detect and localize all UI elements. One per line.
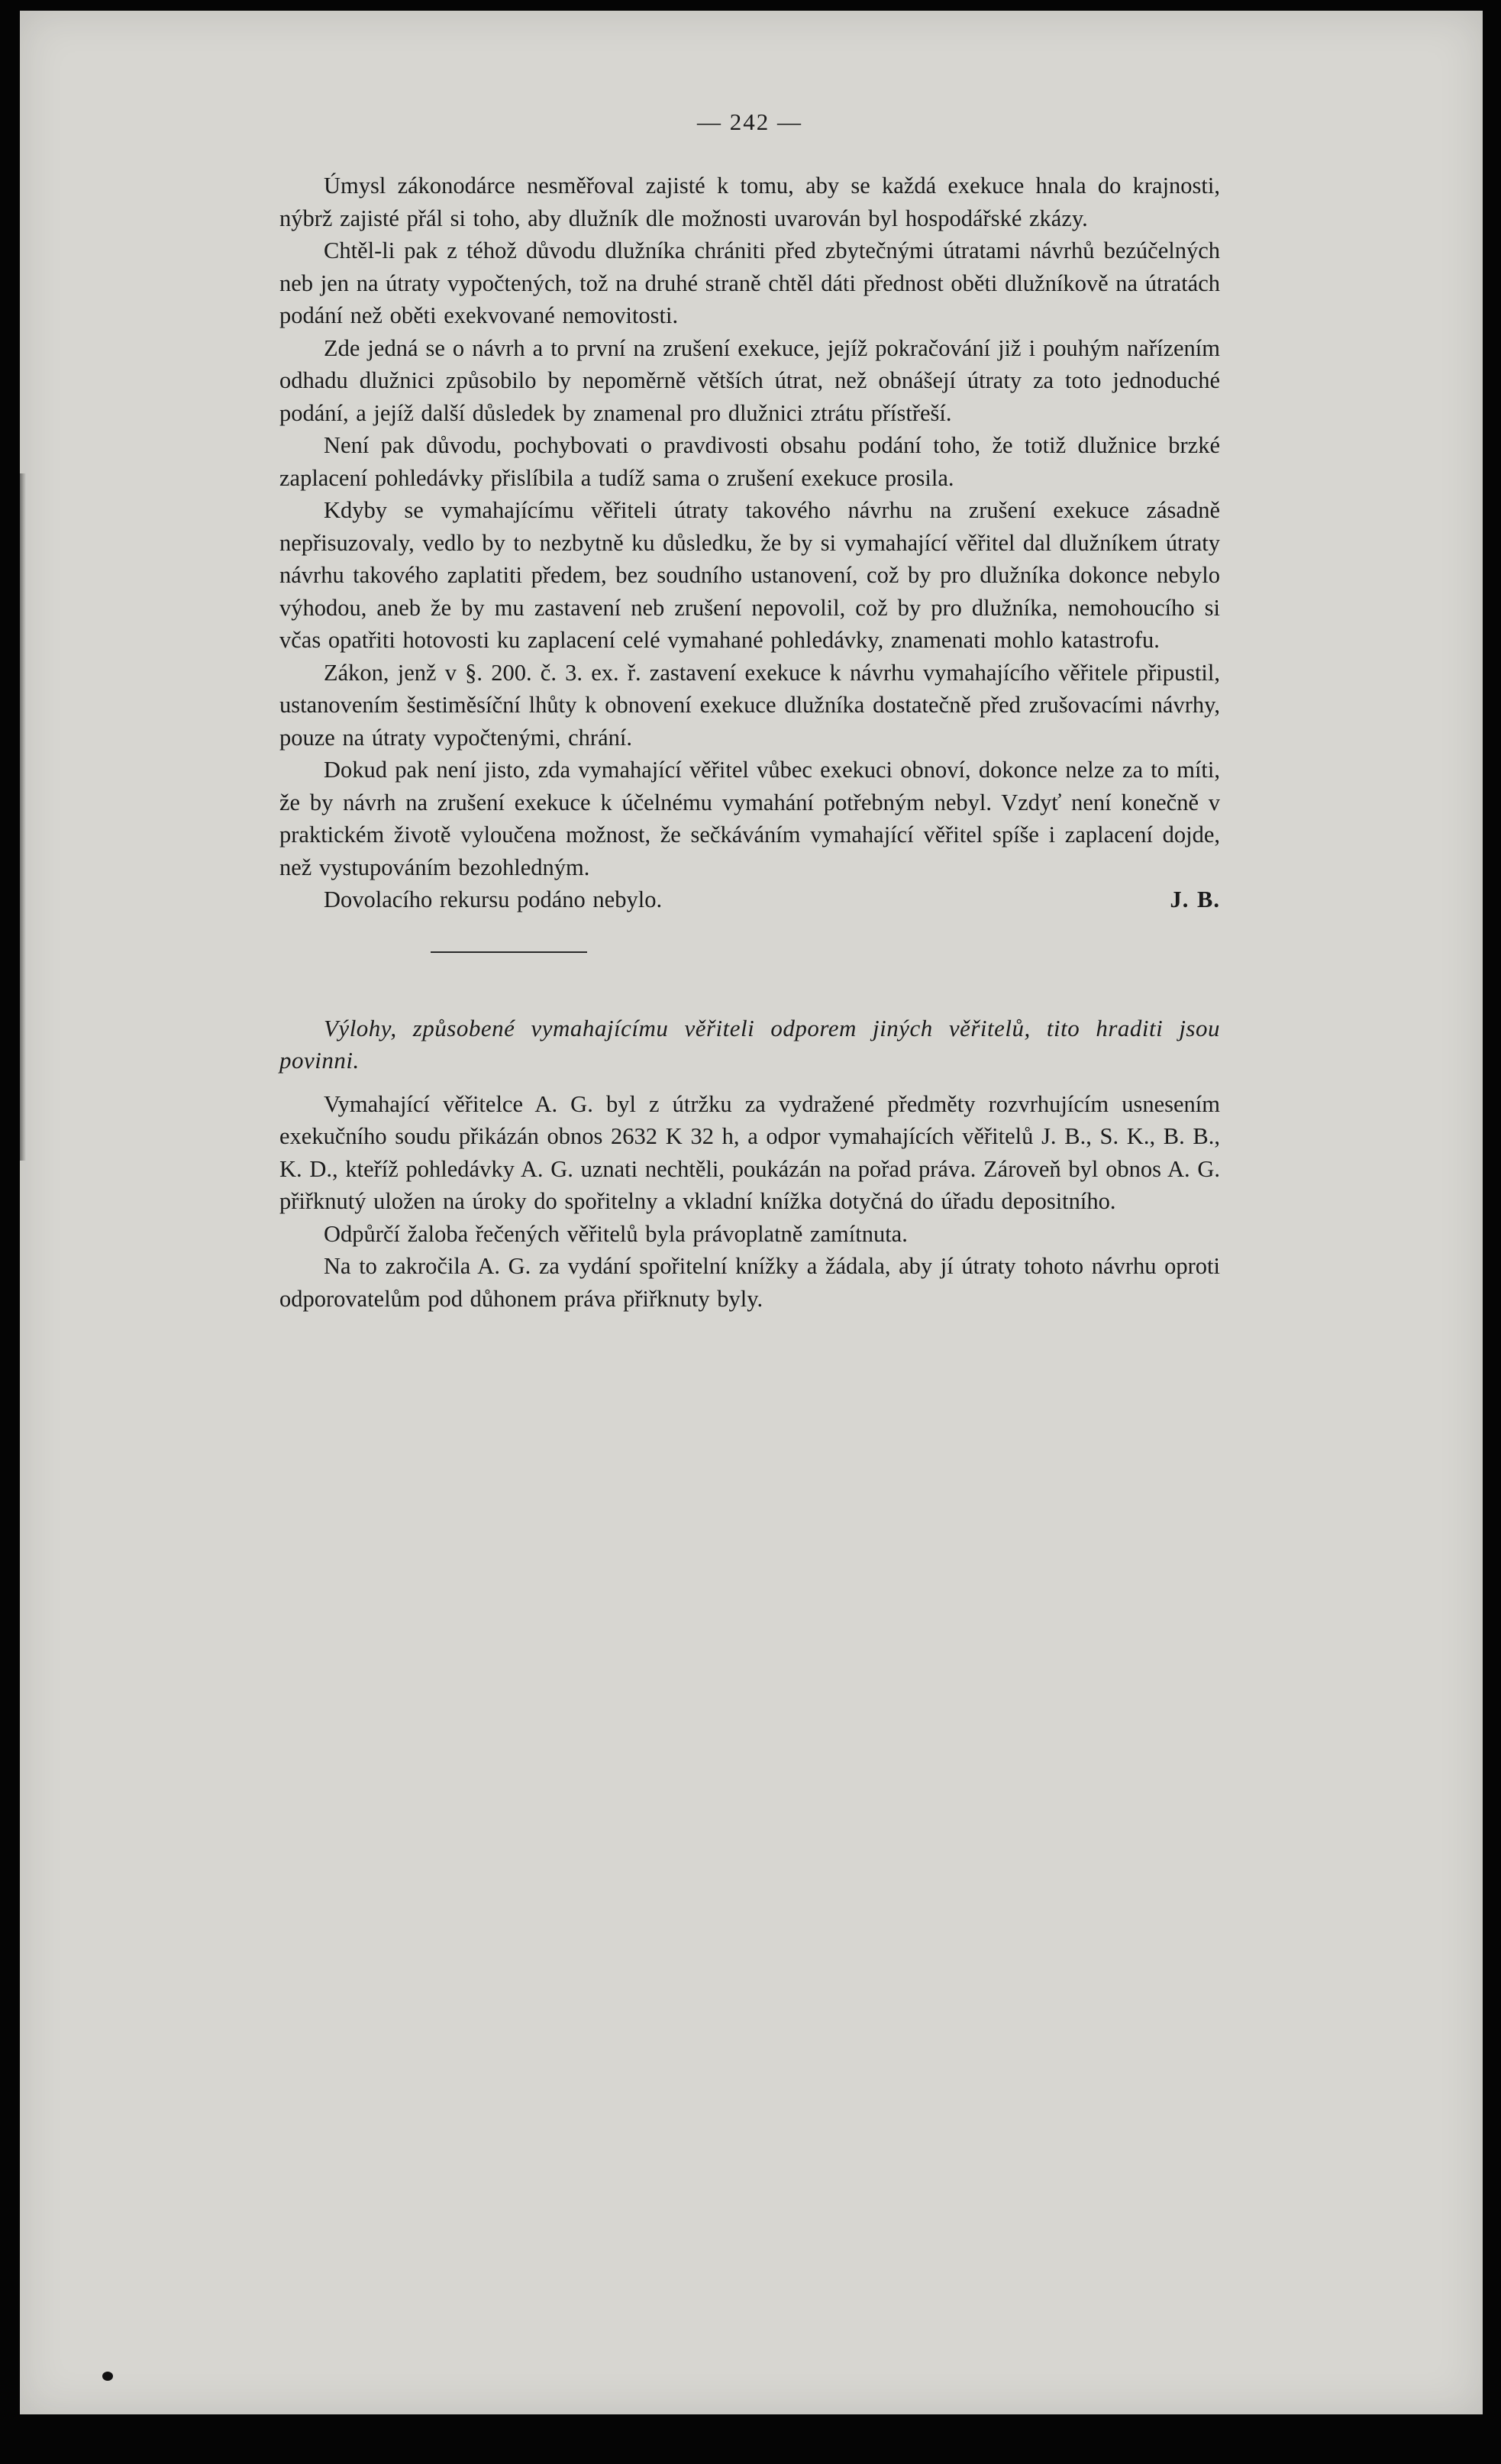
closing-text: Dovolacího rekursu podáno nebylo. — [324, 886, 663, 912]
text-column — [279, 108, 1220, 1315]
scan-border-bottom — [0, 2415, 1501, 2464]
scan-smudge-left — [14, 473, 26, 1161]
closing-line — [279, 883, 1220, 916]
paragraph: Dokud pak není jisto, zda vymahající věřitel vůbec exekuci obnoví, dokonce nelze za to míti, že by návrh na zrušení exekuce k účelnému vymahání potřebným nebyl. Vzdyť není konečně v praktickém životě vyloučena možnost, že sečkáváním vymahající věřitel spíše i zaplacení dojde, než vystupováním bezohledným. — [279, 757, 1220, 880]
scan-border-top — [0, 0, 1501, 11]
scan-border-right — [1484, 0, 1501, 2464]
paragraph: Úmysl zákonodárce nesměřoval zajisté k tomu, aby se každá exekuce hnala do krajnosti, nýbrž zajisté přál si toho, aby dlužník dle možnosti uvarován byl hospodářské zkázy. — [279, 173, 1220, 231]
section-divider-rule — [431, 951, 587, 953]
author-initials: J. B. — [1170, 886, 1220, 912]
paragraph: Kdyby se vymahajícímu věřiteli útraty takového návrhu na zrušení exekuce zásadně nepřisuzovaly, vedlo by to nezbytně ku důsledku, že by si vymahající věřitel dal dlužníkem útraty návrhu takového zaplatiti předem, bez soudního ustanovení, což by pro dlužníka dokonce nebylo výhodou, aneb že by mu zastavení neb zrušení nepovolil, což by pro dlužníka, nemohoucího si včas opatřiti hotovosti ku zaplacení celé vymahané pohledávky, znamenati mohlo katastrofu. — [279, 497, 1220, 653]
scan-border-left — [0, 0, 20, 2464]
paragraph: Zde jedná se o návrh a to první na zrušení exekuce, jejíž pokračování již i pouhým nařízením odhadu dlužnici způsobilo by nepoměrně větších útrat, než obnášejí útraty za toto jednoduché podání, a jejíž další důsledek by znamenal pro dlužnici ztrátu přístřeší. — [279, 334, 1220, 426]
paragraph: Zákon, jenž v §. 200. č. 3. ex. ř. zastavení exekuce k návrhu vymahajícího věřitele připustil, ustanovením šestiměsíční lhůty k obnovení exekuce dlužníka dostatečně před zrušovacími návrhy, pouze na útraty vypočtenými, chrání. — [279, 659, 1220, 751]
section-heading: Výlohy, způsobené vymahajícímu věřiteli odporem jiných věřitelů, tito hraditi jsou povinni. — [279, 1014, 1220, 1074]
section-second-ruling — [279, 1012, 1220, 1316]
paragraph: Není pak důvodu, pochybovati o pravdivosti obsahu podání toho, že totiž dlužnice brzké zaplacení pohledávky přislíbila a tudíž sama o zrušení exekuce prosila. — [279, 432, 1220, 491]
paper-page — [20, 11, 1483, 2414]
paragraph: Odpůrčí žaloba řečených věřitelů byla právoplatně zamítnuta. — [324, 1220, 908, 1247]
paragraph: Vymahající věřitelce A. G. byl z útržku za vydražené předměty rozvrhujícím usnesením exekučního soudu přikázán obnos 2632 K 32 h, a odpor vymahajících věřitelů J. B., S. K., B. B., K. D., kteříž pohledávky A. G. uznati nechtěli, poukázán na pořad práva. Zároveň byl obnos A. G. přiřknutý uložen na úroky do spořitelny a vkladní knížka dotyčná do úřadu depositního. — [279, 1090, 1220, 1214]
page-number: — 242 — — [697, 108, 802, 135]
scan-ink-speck — [102, 2372, 113, 2381]
paragraph: Chtěl-li pak z téhož důvodu dlužníka chrániti před zbytečnými útratami návrhů bezúčelných neb jen na útraty vypočtených, tož na druhé straně chtěl dáti přednost oběti dlužníkově na útratách podání než oběti exekvované nemovitosti. — [279, 237, 1220, 328]
paragraph: Na to zakročila A. G. za vydání spořitelní knížky a žádala, aby jí útraty tohoto návrhu oproti odporovatelům pod důhonem práva přiřknuty byly. — [279, 1253, 1220, 1312]
section-first-ruling — [279, 170, 1220, 916]
